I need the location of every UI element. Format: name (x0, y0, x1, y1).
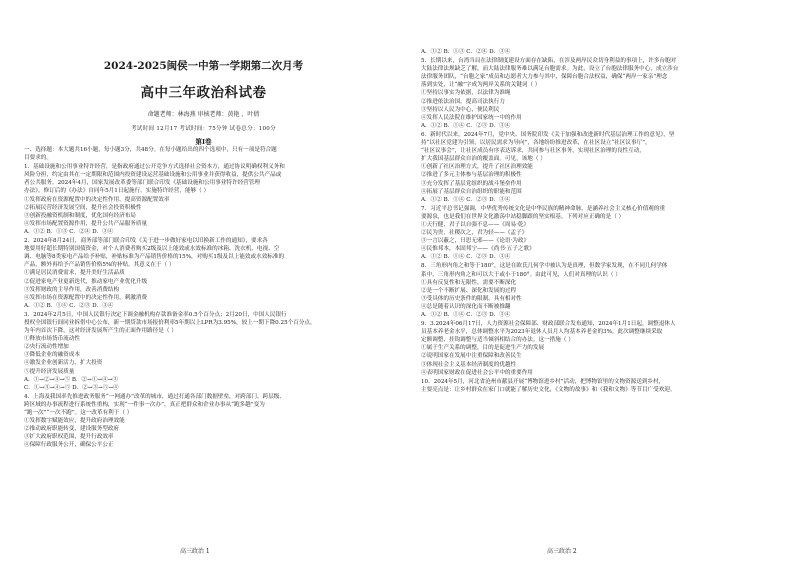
text-line: ②拓展民营经济发展空间，提升社会投资积极性 (24, 204, 142, 211)
text-line: 系中，三角形内角之和可以大于或小于180°。由此可见，人们对真理的认识（ ） (421, 271, 621, 278)
text-line: ③体现社会主义基本经济制度的优越性 (421, 361, 517, 368)
page-right (397, 0, 794, 561)
text-line: ③扩大政府职权范围，提升行政效率 (24, 434, 114, 441)
text-line: 8．三角形内角之和等于180°，这是在欧氏几何学中被认为是真理，但数学家发现，在不同几何学体 (421, 263, 668, 270)
text-line: 大陆法律法规缺乏了解，而大陆法律服务难以满足台胞需求。为此，设立了台胞法律服务中心，成立涉台 (421, 66, 679, 73)
text-line: ①属于生产关系的调整，目的是促进生产力的发展 (421, 345, 545, 352)
text-line: 5．长期以来，台湾当局在法律制度建设方面存在缺陷，在涉及两岸民众切身利益的事项上，许多台胞对 (421, 58, 677, 65)
text-line: ③发挥财政的主导作用，改善消费结构 (24, 286, 120, 293)
page-footer-left: 高三政治 1 (180, 548, 210, 555)
text-line: ①具有反复性和无限性，需要不断深化 (421, 279, 517, 286)
text-line: 办法》，修订后的《办法》自同年5月1日起施行。实施特许经营，能够（ ） (24, 188, 210, 195)
text-line: ①创新了社区治理方式，提升了社区治理效能 (421, 164, 533, 171)
text-line: A．①② B．①④ C．②③ D．③④ (24, 302, 114, 309)
subject-title: 高中三年政治科试卷 (140, 85, 267, 101)
exam-title: 2024-2025闽侯一中第一学期第二次月考 (103, 60, 304, 72)
section-heading: 第I卷 (195, 138, 212, 146)
text-line: 持“以社区党建为引领，以居民需求为导向”，各地纷纷推进改革，在社区设立“社区议事厅”， (421, 140, 651, 147)
text-line: ②推动政府职能转变，建设服务型政府 (24, 426, 120, 433)
text-line: ③充分发挥了基层党组织的战斗堡垒作用 (421, 180, 522, 187)
text-line: ④保障行政服务公开，确保公平公正 (24, 442, 114, 449)
text-line: “跑一次”“一次不跑”。这一改革有利于（ ） (24, 410, 133, 416)
exam-info-line: 考试时间 12月17 考试时间：75分钟 试卷总分：100分 (131, 126, 276, 132)
text-line: 风险分担，约定由其在一定期限和范围内投资建设运营基础设施和公用事业并获得收益，提供公共产品或 (24, 172, 282, 179)
text-line: 扩大我国基层群众自治的覆盖面。可见，该地（ ） (421, 156, 546, 163)
text-line: 产品，额外再给予产品销售价格5%的补贴。其意义在于（ ） (24, 262, 175, 269)
text-line: 2．2024年8月24日，商务部等部门联合印发《关于进一步做好家电以旧换新工作的通知》，要求各 (24, 238, 268, 245)
text-line: 调、电脑等8类家电产品给予补贴，补贴标准为产品销售价格的15%，对购买1级及以上能效或水效标准的 (24, 254, 285, 261)
text-line: ④发挥市场在资源配置中的决定性作用，刺激消费 (24, 294, 148, 301)
text-line: ②是一个不断扩展、深化和发展的过程 (421, 287, 517, 294)
text-line: A．①② B．①④ C．②③ D．③④ (421, 254, 511, 261)
text-line: ④发挥市场配置资源作用，提升公共产品服务质量 (24, 220, 148, 227)
text-line: ④发挥人民法院在维护国家统一中的作用 (421, 114, 522, 121)
text-line: 授权全国银行间同业拆借中心公布，新一期贷款市场报价利率5年期以上LPR为3.95%，较上一期下降0.25个百分点， (24, 319, 316, 326)
text-line: 4．上海及我国率先推进政务服务“一网通办”改革的城市，通过打通各部门数据壁垒，对跨部门、跨层级、 (24, 393, 285, 400)
text-line: 一、选择题：本大题共16小题，每小题3分，共48分。在每小题给出的四个选项中，只有一项是符合题 (24, 147, 277, 153)
text-line: ③一言以蔽之，曰思无邪——《论语·为政》 (421, 238, 530, 245)
text-line: A．①② B．①③ C．②④ D．③④ (421, 49, 511, 55)
text-line: ①释放市场货币流动性 (24, 336, 80, 343)
text-line: 为年内首次下降，这对经济发展所产生的正面作用路径是（ ） (24, 328, 177, 335)
text-line: 要源泉，也是我们在世界文化激荡中站稳脚跟的坚实根基。下列对应正确的是（ ） (421, 213, 625, 220)
text-line: ④民惟邦本，本固邦宁——《尚书·五子之歌》 (421, 246, 535, 253)
text-line: ②说明国家在发展中注重保障和改善民生 (421, 353, 522, 360)
text-line: 目要求的。 (24, 155, 52, 162)
text-line: ②促进家电产业更新迭代，推动家电产业优化升级 (24, 278, 148, 285)
text-line: ③降低企业的融资成本 (24, 352, 80, 359)
text-line: A．①② B．①④ C．②③ D．③④ (421, 122, 511, 129)
text-line: 9．3.2024年06月17日，人力资源社会保障部、财政部联合发布通知，2024年1月1日起，调整退休人 (421, 321, 676, 328)
text-line: 6．新时代以来，2024年7月，党中央、国务院印发《关于加强和改进新时代基层治理工作的意见》，坚 (421, 131, 675, 138)
text-line: 员基本养老金水平，总体调整水平为2023年退休人员月人均基本养老金的3%。此次调整继续采取 (421, 329, 663, 336)
question-text-right (421, 48, 774, 394)
text-line: ③受具体的历史条件的限制，具有相对性 (421, 295, 522, 302)
text-line: 定额调整、挂钩调整与适当倾斜相结合的办法。这一措施（ ） (421, 337, 574, 344)
text-line: ①坚持以事实为依据，以法律为准绳 (421, 90, 511, 97)
text-line: 者公共服务。2024年4月，国家发展改革委等部门联合印发《基础设施和公用事业特许经营管理 (24, 180, 260, 187)
text-line: ③创新投融资机制和制度，优化国有经济布局 (24, 212, 136, 219)
text-line: ①满足居民消费需求，提升美好生活品质 (24, 270, 125, 277)
text-line: ④总是随着认识的深化而不断被推翻 (421, 303, 511, 310)
text-line: ②推进依法治国，提高司法执行力 (421, 98, 505, 105)
text-line: ③坚持以人民为中心，便民利民 (421, 106, 500, 113)
text-line: A．①② B．①③ C．②④ D．③④ (24, 228, 114, 235)
text-line: 法律服务团队，“台胞之家”成员和志愿者大力参与其中，保障台胞合法权益，确保“两岸一家亲”理念 (421, 74, 668, 81)
text-line: “社区议事会”，让社区成员有序表达诉求，共同参与社区事务，实现社区治理的良性互动， (421, 148, 645, 155)
text-line: 3．2024年2月5日，中国人民银行决定下调金融机构存款准备金率0.5个百分点；2月20日，中国人民银行 (24, 311, 287, 318)
text-line: 地要用好超长期特别国债资金，对个人消费者购买2级及以上能效或水效标准的冰箱、洗衣机、电视、空 (24, 246, 280, 253)
text-line: A．①→②→④→⑤ B．②→①→④→③ (24, 376, 118, 383)
text-line: ④激发企业创新活力，扩大投资 (24, 360, 103, 367)
authors-line: 命题老师：林海燕 审核老师：黄艳 、叶倩 (147, 111, 260, 118)
text-line: ④表明国家财政在促进社会公平中的重要作用 (421, 369, 533, 376)
text-line: 主要亮点是：让乡村群众在家门口就能了解历史文化，《文物的故事》和《我和文物》等节目广受欢迎。 (421, 386, 676, 393)
text-line: ①发挥政府在资源配置中的决定性作用，提高资源配置效率 (24, 196, 170, 203)
text-line: 1．基础设施和公用事业特许经营，是指政府通过公开竞争方式选择社会资本方，通过协议明确权利义务和 (24, 164, 285, 171)
text-line: ④拓展了基层群众自治组织的职能和范围 (421, 188, 522, 195)
page-footer-right: 高三政治 2 (547, 548, 577, 555)
text-line: ①天行健，君子以自强不息——《周易·乾》 (421, 221, 530, 228)
text-line: ②民为贵，社稷次之，君为轻——《孟子》 (421, 230, 528, 237)
text-line: A．①② B．①④ C．②③ D．③④ (421, 312, 511, 318)
text-line: 10．2024年5月，河北省沧州市献县开展“博物馆进乡村”活动，把博物馆里的文物资源送到乡村， (421, 378, 665, 385)
text-line: 7．习近平总书记强调，中华优秀传统文化是中华民族的精神命脉，是涵养社会主义核心价值观的重 (421, 205, 666, 212)
text-line: ②央行流动性增加 (24, 344, 69, 351)
text-line: ⑤提升经济发展质量 (24, 368, 75, 375)
text-line: A．①② B．①④ C．②③ D．③④ (421, 196, 511, 203)
text-line: 跨区域的办事流程进行系统性重构，实现“一件事一次办”，真正把群众和企业办事从“跑多趟”变为 (24, 401, 265, 408)
text-line: C．①→③→④→⑤ D．②→③→⑤→④ (24, 384, 119, 391)
text-line: ②推进了多元主体参与基层治理的积极性 (421, 172, 522, 179)
question-text-left (24, 146, 383, 449)
text-line: 落到实处，让“融”字成为两岸关系的关键词（ ） (421, 82, 541, 89)
text-line: ①发挥数字赋能效应，提升政府治理效能 (24, 418, 125, 425)
